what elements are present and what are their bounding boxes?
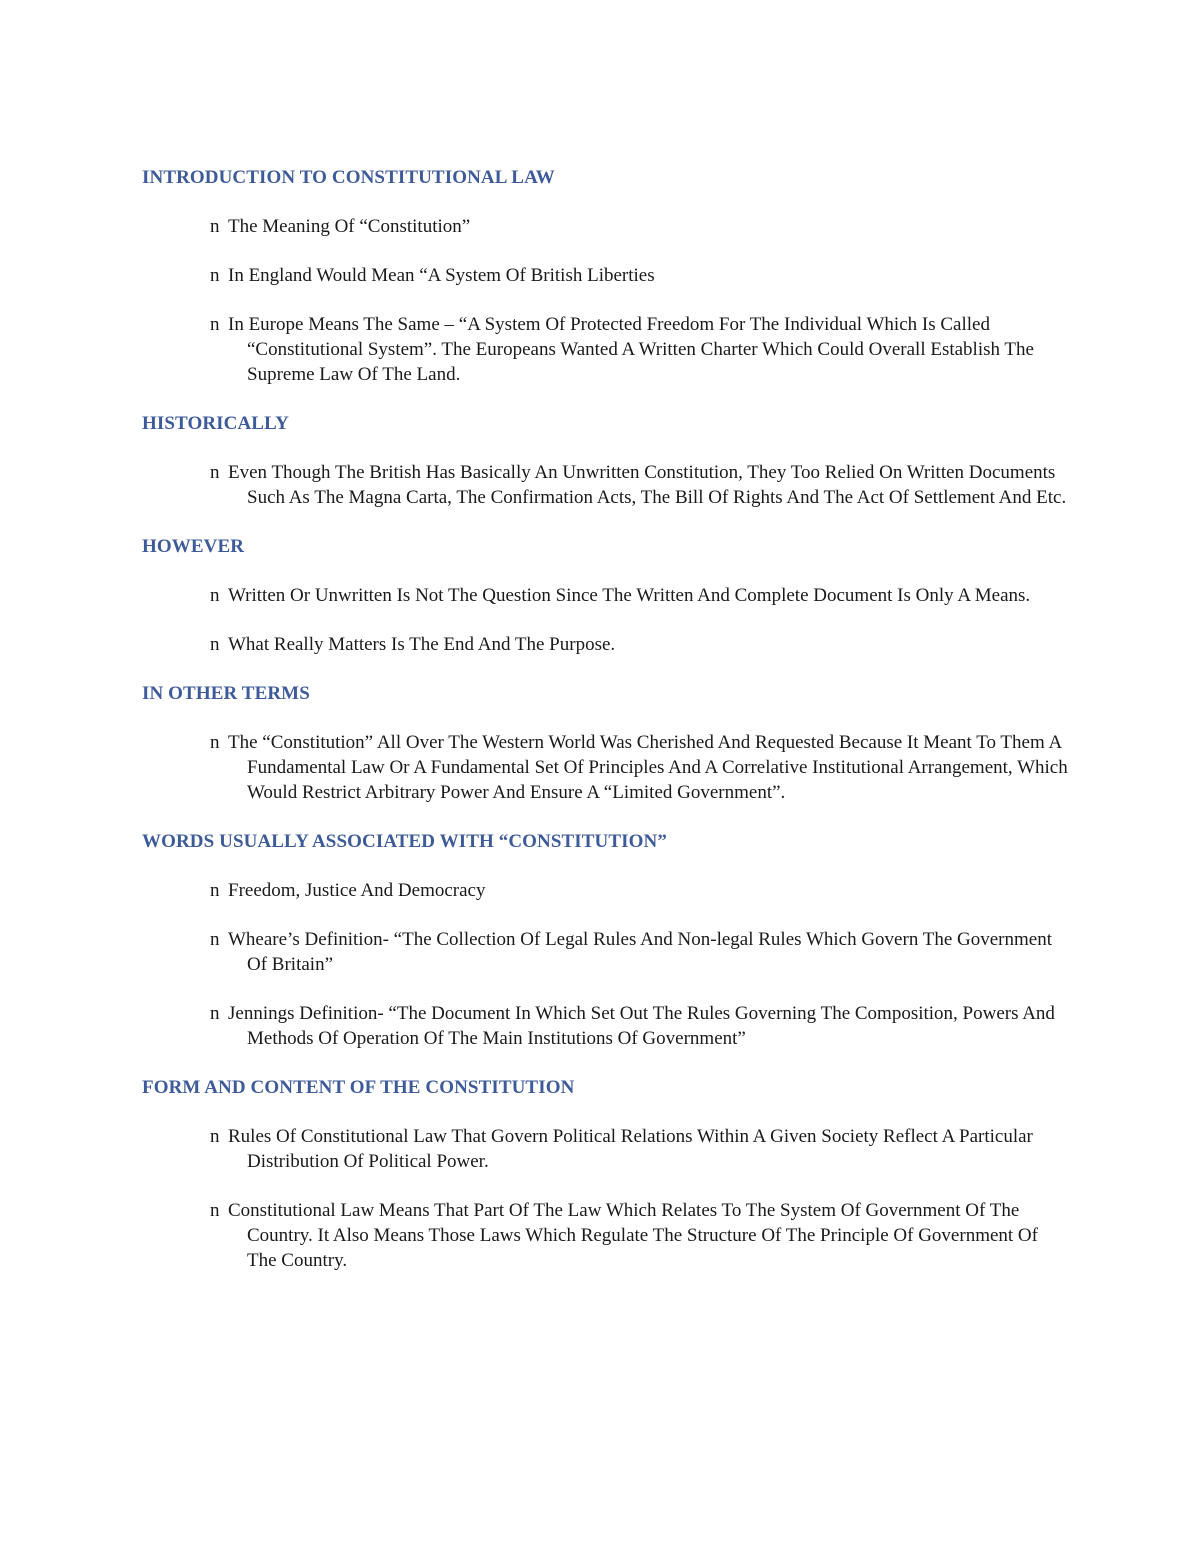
list-item [210,1001,1068,1051]
document-content [142,165,1072,1297]
bullet-marker: n [210,1200,220,1221]
bullet-marker: n [210,634,220,655]
list-item-text: Constitutional Law Means That Part Of The Law Which Relates To The System Of Government Of The Country. It Also Means Those Laws Which Regulate The Structure Of The Principle Of Government Of The Country. [228,1200,1038,1271]
list-item [210,460,1068,510]
list-item-text: Jennings Definition- “The Document In Which Set Out The Rules Governing The Composition, Powers And Methods Of Operation Of The Main Institutions Of Government” [228,1003,1055,1049]
bullet-marker: n [210,216,220,237]
section-heading: WORDS USUALLY ASSOCIATED WITH “CONSTITUTION” [142,831,667,852]
list-item-text: Written Or Unwritten Is Not The Question Since The Written And Complete Document Is Only A Means. [228,585,1031,606]
list-item [210,583,1068,608]
section-historically [142,411,1072,510]
list-item [210,1124,1068,1174]
list-item-text: The “Constitution” All Over The Western World Was Cherished And Requested Because It Meant To Them A Fundamental Law Or A Fundamental Set Of Principles And A Correlative Institutional Arrangement, Which Would Restrict Arbitrary Power And Ensure A “Limited Government”. [228,732,1068,803]
bullet-marker: n [210,462,220,483]
bullet-marker: n [210,732,220,753]
list-item-text: In Europe Means The Same – “A System Of Protected Freedom For The Individual Which Is Called “Constitutional System”. The Europeans Wanted A Written Charter Which Could Overall Establish The Supreme Law Of The Land. [228,314,1034,385]
section-heading: HOWEVER [142,536,245,557]
list-item [210,214,1068,239]
list-item [210,632,1068,657]
section-in-other-terms [142,681,1072,805]
section-heading: INTRODUCTION TO CONSTITUTIONAL LAW [142,167,555,188]
list-item-text: Even Though The British Has Basically An Unwritten Constitution, They Too Relied On Written Documents Such As The Magna Carta, The Confirmation Acts, The Bill Of Rights And The Act Of Settlement And Etc. [228,462,1067,508]
list-item-text: Freedom, Justice And Democracy [228,880,486,901]
bullet-marker: n [210,929,220,950]
section-introduction [142,165,1072,387]
list-item-text: The Meaning Of “Constitution” [228,216,471,237]
list-item [210,878,1068,903]
list-item [210,927,1068,977]
bullet-marker: n [210,314,220,335]
list-item-text: Wheare’s Definition- “The Collection Of Legal Rules And Non-legal Rules Which Govern The Government Of Britain” [228,929,1052,975]
list-item-text: In England Would Mean “A System Of British Liberties [228,265,655,286]
section-heading: IN OTHER TERMS [142,683,310,704]
list-item [210,312,1068,387]
bullet-marker: n [210,265,220,286]
list-item [210,730,1068,805]
section-form-and-content [142,1075,1072,1273]
section-heading: FORM AND CONTENT OF THE CONSTITUTION [142,1077,575,1098]
bullet-marker: n [210,1003,220,1024]
list-item-text: What Really Matters Is The End And The Purpose. [228,634,616,655]
list-item [210,1198,1068,1273]
section-heading: HISTORICALLY [142,413,289,434]
section-words-associated [142,829,1072,1051]
section-however [142,534,1072,657]
bullet-marker: n [210,585,220,606]
bullet-marker: n [210,1126,220,1147]
bullet-marker: n [210,880,220,901]
list-item-text: Rules Of Constitutional Law That Govern Political Relations Within A Given Society Reflect A Particular Distribution Of Political Power. [228,1126,1033,1172]
list-item [210,263,1068,288]
